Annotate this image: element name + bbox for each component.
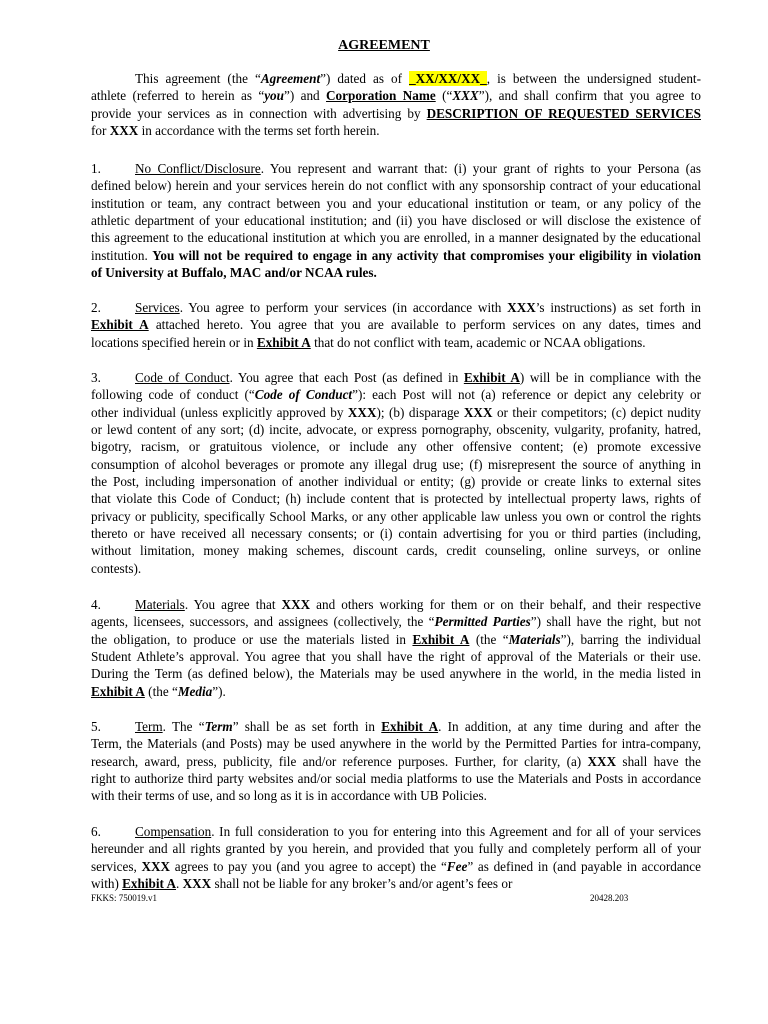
intro-line: This agreement (the “Agreement”) dated as of _XX/XX/XX_, is between the undersigned student- [135, 71, 701, 86]
section-number: 2. [91, 300, 101, 315]
section-heading: Services [135, 300, 180, 315]
section-number: 6. [91, 824, 101, 839]
section-number: 3. [91, 370, 101, 385]
intro-line: provide your services as in connection with advertising by DESCRIPTION OF REQUESTED SERVICES [91, 105, 701, 121]
section-number: 1. [91, 161, 101, 176]
intro-line: athlete (referred to herein as “you”) and Corporation Name (“XXX”), and shall confirm that you agree to [91, 88, 701, 104]
services-description: DESCRIPTION OF REQUESTED SERVICES [426, 105, 701, 121]
section-heading: Term [135, 719, 163, 734]
section-code-of-conduct: 3. Code of Conduct. You agree that each Post (as defined in Exhibit A) will be in compliance with the following code of conduct (“Code of Conduct”): each Post will not (a) reference or depict any celebrity or other individual (unless explicitly approved by XXX); (b) disparage XXX or their competitors; (c) depict nudity or lewd content of any sort; (d) incite, advocate, or express pornography, obscenity, vulgarity, profanity, hatred, bigotry, racism, or gratuitous violence, or include any other offensive content; (e) promote excessive consumption of alcohol beverages or promote any illegal drug use; (f) misrepresent the source of anything in the Post, including impersonation of another individual or entity; (g) provide or create links to external sites that violate this Code of Conduct; (h) include content that is protected by intellectual property laws, rights of privacy or publicity, specifically School Marks, or any other applicable law unless you own or control the rights thereto or have received all necessary consents; or (i) contain advertising for you or third parties (including, without limitation, money making schemes, discount cards, credit counseling, online surveys, or online contests). [91, 370, 701, 576]
section-heading: No Conflict/Disclosure [135, 161, 261, 176]
section-heading: Compensation [135, 824, 212, 839]
date-placeholder: _XX/XX/XX_ [409, 71, 487, 86]
section-heading: Materials [135, 597, 185, 612]
section-heading: Code of Conduct [135, 370, 230, 385]
section-services: 2. Services. You agree to perform your services (in accordance with XXX’s instructions) as set forth in Exhibit A attached hereto. You agree that you are available to perform services on any dates, times and locations specified herein or in Exhibit A that do not conflict with team, academic or NCAA obligations. [91, 300, 701, 350]
intro-paragraph [91, 70, 701, 139]
document-title: AGREEMENT [338, 38, 430, 53]
section-term: 5. Term. The “Term” shall be as set forth in Exhibit A. In addition, at any time during and after the Term, the Materials (and Posts) may be used anywhere in the world by the Permitted Parties for intra-company, research, award, press, publicity, file and/or reference purposes. Further, for clarity, (a) XXX shall have the right to authorize third party websites and/or social media platforms to use the Materials and Posts in accordance with their terms of use, and so long as it is in accordance with UB Policies. [91, 719, 702, 804]
footer-doc-id: FKKS: 750019.v1 [91, 893, 158, 903]
section-materials: 4. Materials. You agree that XXX and others working for them or on their behalf, and their respective agents, licensees, successors, and assignees (collectively, the “Permitted Parties”) shall have the right, but not the obligation, to produce or use the materials listed in Exhibit A (the “Materials”), barring the individual Student Athlete’s approval. You agree that you shall have the right of approval of the Materials or their use. During the Term (as defined below), the Materials may be used anywhere in the world, in the media listed in Exhibit A (the “Media”). [91, 597, 702, 699]
footer-matter-number: 20428.203 [590, 893, 629, 903]
section-no-conflict: 1. No Conflict/Disclosure. You represent and warrant that: (i) your grant of rights to your Persona (as defined below) herein and your services herein do not conflict with any sponsorship contract of your educational institution or team, any contract between you and your educational institution or team, or any policy of the athletic department of your educational institution; and (ii) you have disclosed or will disclose the existence of this agreement to the educational institution at which you are enrolled, in a manner designated by the educational institution. You will not be required to engage in any activity that compromises your eligibility in violation of University at Buffalo, MAC and/or NCAA rules. [91, 161, 702, 281]
section-number: 4. [91, 597, 101, 612]
section-compensation: 6. Compensation. In full consideration to you for entering into this Agreement and for all of your services hereunder and all rights granted by you herein, and provided that you fully and completely perform all of your services, XXX agrees to pay you (and you agree to accept) the “Fee” as defined in (and payable in accordance with) Exhibit A. XXX shall not be liable for any broker’s and/or agent’s fees or [91, 824, 701, 892]
section-number: 5. [91, 719, 101, 734]
intro-line: for XXX in accordance with the terms set forth herein. [91, 123, 380, 139]
corporation-name: Corporation Name [326, 88, 436, 104]
